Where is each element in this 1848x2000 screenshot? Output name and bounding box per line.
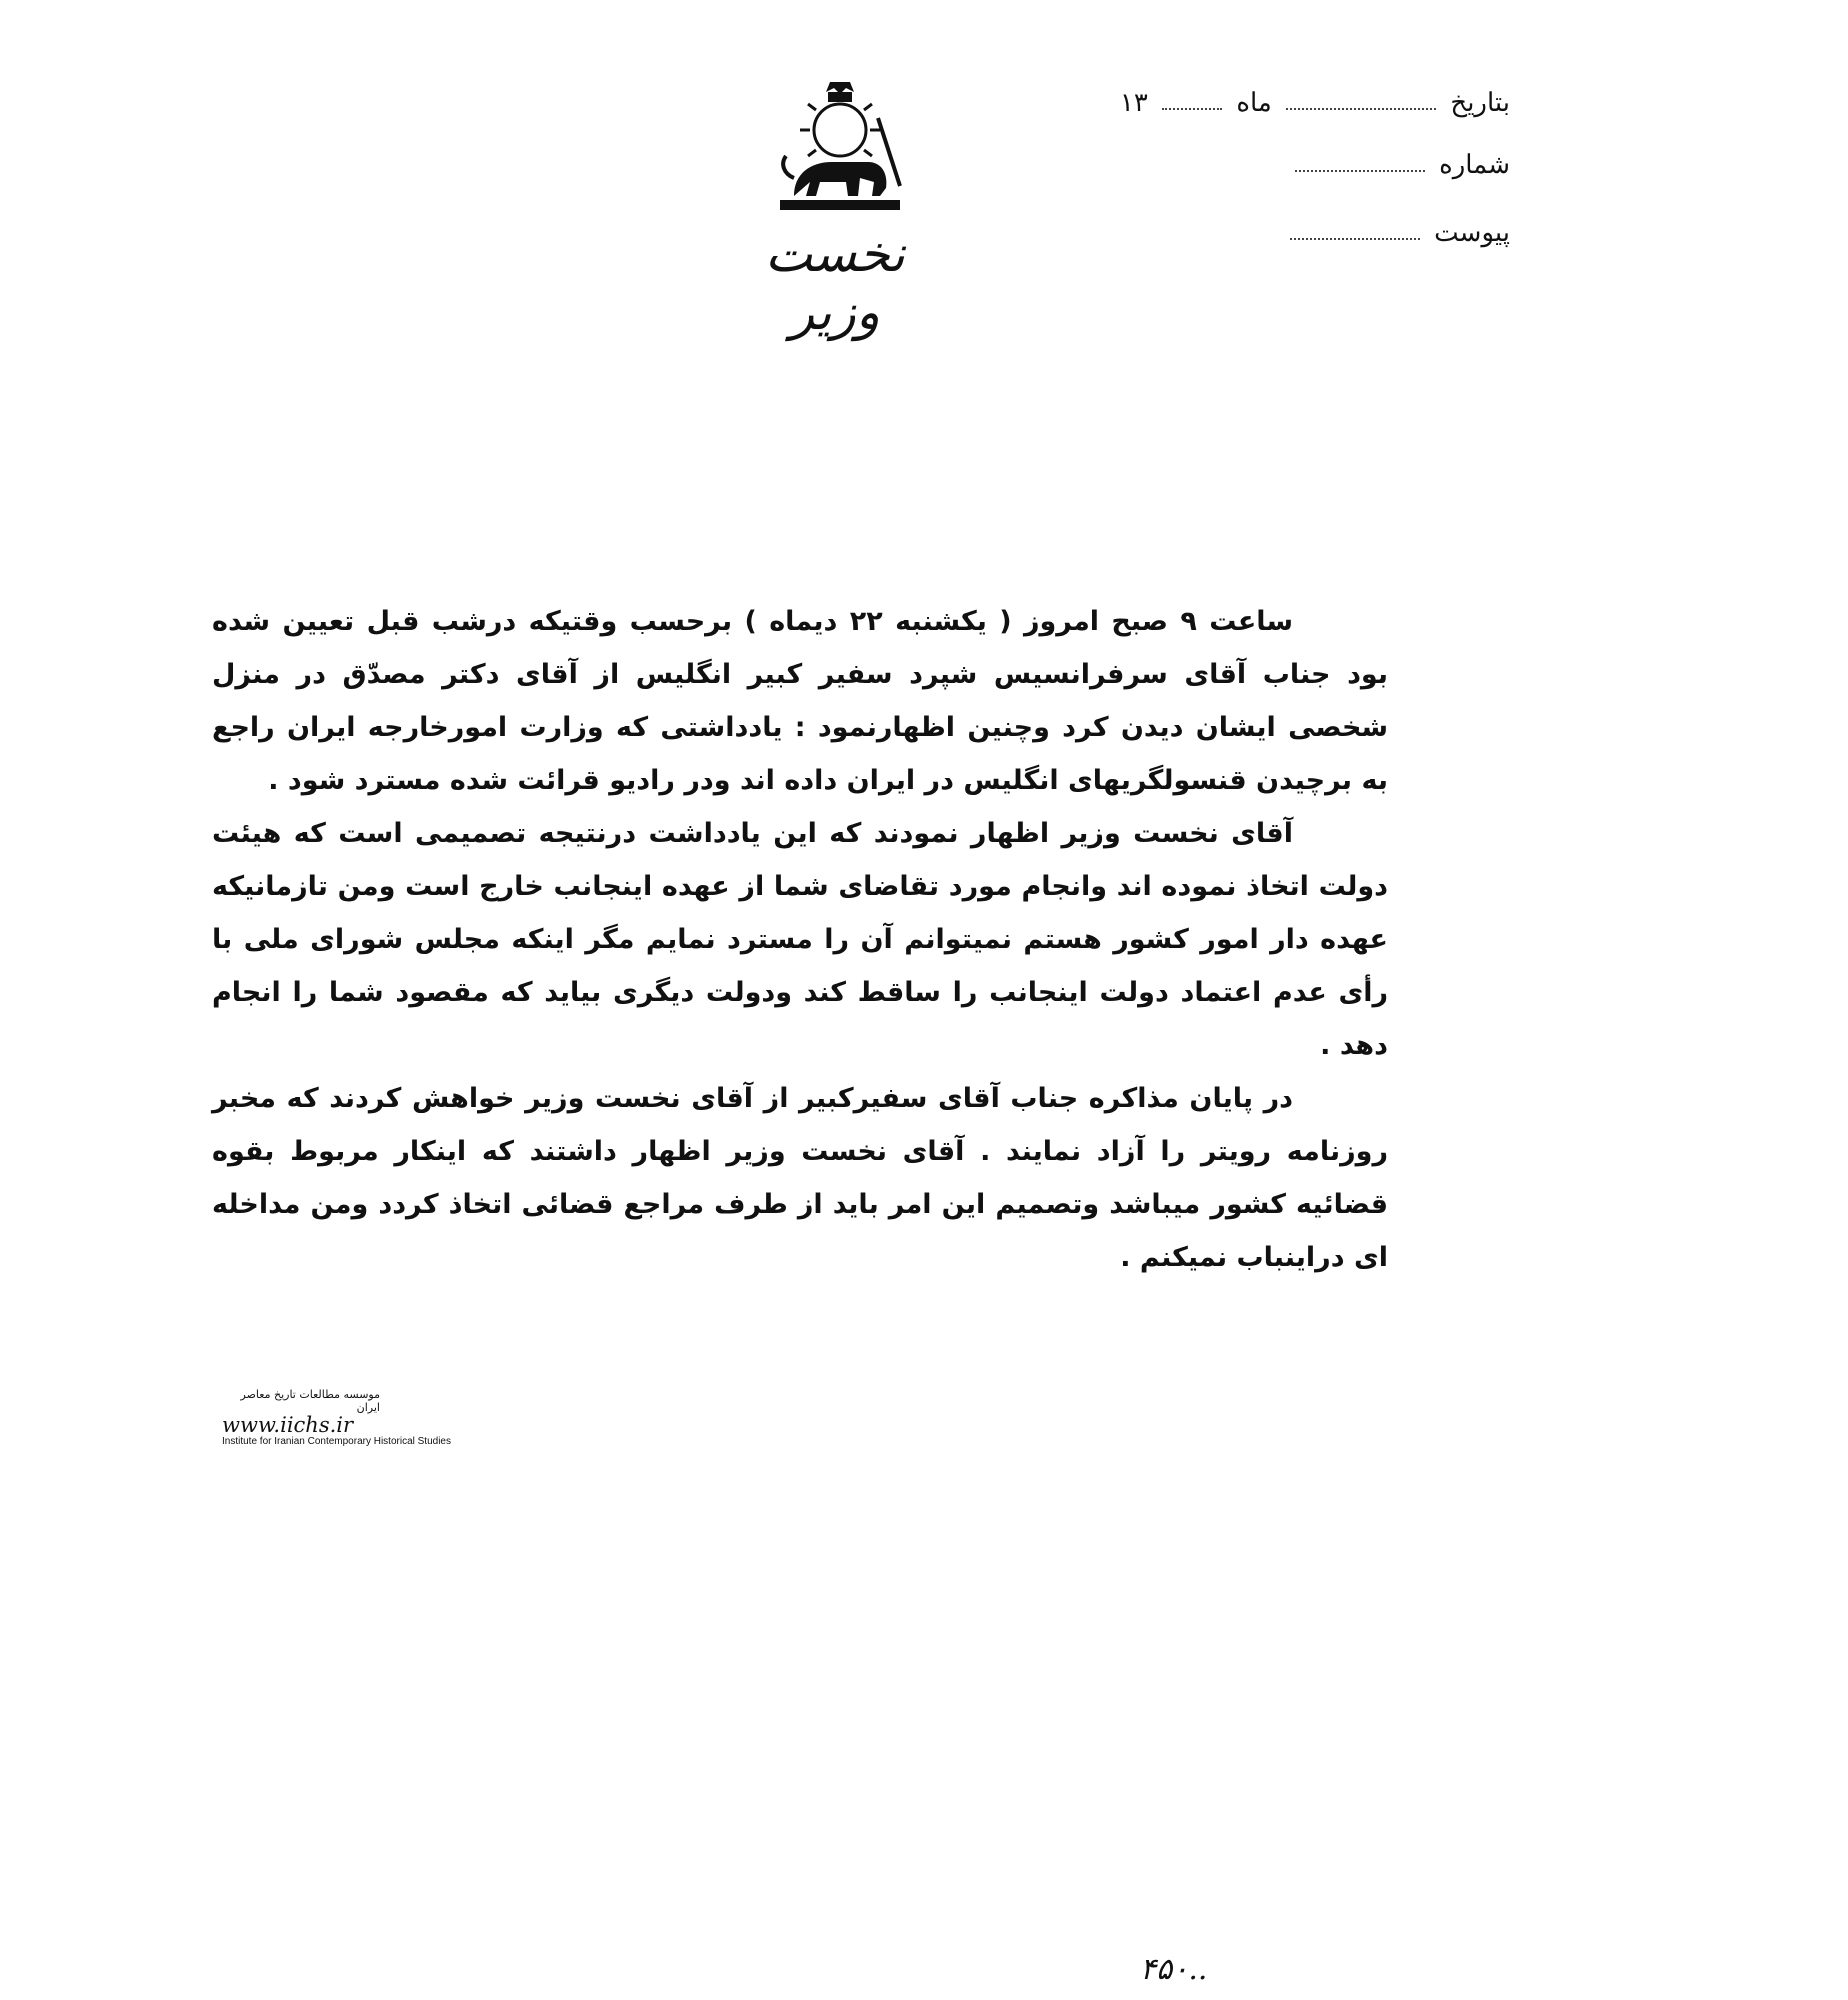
number-field <box>1040 150 1510 180</box>
paragraph-3: در پایان مذاکره جناب آقای سفیرکبیر از آقای نخست وزیر خواهش کردند که مخبر روزنامه رویتر را آزاد نمایند . آقای نخست وزیر اظهار داشتند که اینکار مربوط بقوه قضائیه کشور میباشد وتصمیم این امر باید از طرف مراجع قضائی اتخاذ کردد ومن مداخله ای دراینباب نمیکنم . <box>212 1083 1388 1273</box>
watermark-english: Institute for Iranian Contemporary Historical Studies <box>222 1436 451 1447</box>
paragraph-2: آقای نخست وزیر اظهار نمودند که این یادداشت درنتیجه تصمیمی است که هیئت دولت اتخاذ نموده اند وانجام مورد تقاضای شما از عهده اینجانب خارج است ومن تازمانیکه عهده دار امور کشور هستم نمیتوانم آن را مسترد نمایم مگر اینکه مجلس شورای ملی با رأی عدم اعتماد دولت اینجانب را ساقط کند ودولت دیگری بیاید که مقصود شما را انجام دهد . <box>212 818 1388 1061</box>
letter-body <box>212 595 1388 1284</box>
date-field <box>1040 88 1510 118</box>
archive-watermark <box>222 1388 472 1447</box>
watermark-persian: موسسه مطالعات تاریخ معاصر ایران <box>240 1388 380 1414</box>
attachment-label: پیوست <box>1434 218 1510 248</box>
lion-and-sun-emblem-icon <box>760 78 920 218</box>
page-number: ۴۵۰.. <box>1140 1952 1208 1987</box>
number-label: شماره <box>1439 150 1510 180</box>
month-label: ماه <box>1236 88 1272 118</box>
office-title: نخست وزیر <box>765 225 905 341</box>
year-prefix: ۱۳ <box>1119 88 1148 118</box>
paragraph-1: ساعت ۹ صبح امروز ( یکشنبه ۲۲ دیماه ) برحسب وقتیکه درشب قبل تعیین شده بود جناب آقای سرفرانسیس شپرد سفیر کبیر انگلیس از آقای دکتر مصدّق در منزل شخصی ایشان دیدن کرد وچنین اظهارنمود : یادداشتی که وزارت امورخارجه ایران راجع به برچیدن قنسولگریهای انگلیس در ایران داده اند ودر رادیو قرائت شده مسترد شود . <box>212 606 1388 796</box>
attachment-field <box>1040 218 1510 248</box>
date-label: بتاریخ <box>1450 88 1510 118</box>
watermark-url: www.iichs.ir <box>222 1413 354 1437</box>
